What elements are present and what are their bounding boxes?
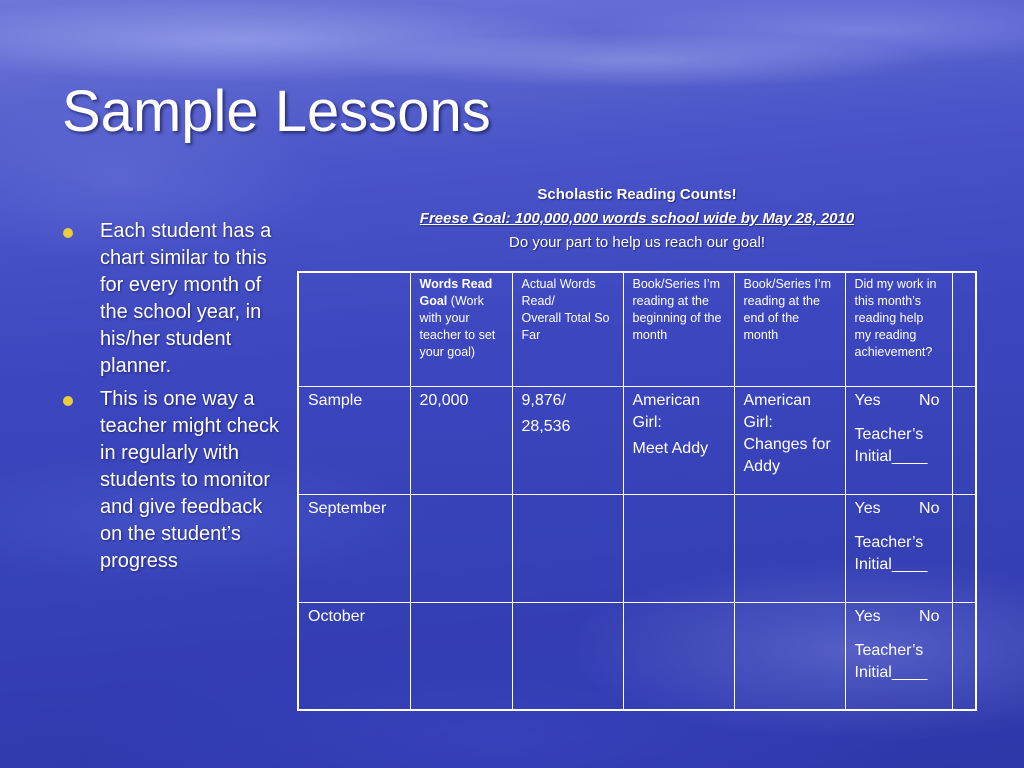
header-cell-goal [410, 272, 512, 386]
bullet-list [60, 218, 280, 581]
header-actual-line2: Overall Total So Far [521, 311, 610, 342]
cell-achievement [845, 386, 952, 494]
cell-book-begin [623, 494, 734, 602]
cell-book-end [734, 602, 845, 710]
cell-book-end [734, 494, 845, 602]
cell-book-begin [623, 602, 734, 710]
cell-actual-line2: 28,536 [521, 417, 571, 435]
cell-extra [952, 602, 976, 710]
bullet-text: Each student has a chart similar to this for every month of the school year, in his/her student planner. [100, 220, 272, 377]
cell-actual [512, 494, 623, 602]
chart-header-goal: Freese Goal: 100,000,000 words school wide by May 28, 2010 [419, 210, 855, 227]
no-option: No [919, 499, 940, 517]
chart-header-subtitle: Do your part to help us reach our goal! [509, 234, 765, 251]
reading-chart-table [297, 271, 977, 711]
cell-book-begin [623, 386, 734, 494]
header-goal-note: (Work with your teacher to set your goal) [419, 294, 496, 359]
cell-achievement [845, 602, 952, 710]
header-cell-label [298, 272, 410, 386]
bullet-dot-icon [63, 396, 73, 406]
teacher-initial: Teacher’s Initial____ [854, 533, 928, 573]
bullet-item [60, 218, 280, 380]
row-label: September [298, 494, 410, 602]
no-option: No [919, 391, 940, 409]
teacher-initial: Teacher’s Initial____ [854, 641, 928, 681]
slide-title: Sample Lessons [62, 79, 491, 144]
no-option: No [919, 607, 940, 625]
cell-extra [952, 494, 976, 602]
chart-header-title: Scholastic Reading Counts! [537, 186, 737, 203]
chart-header [298, 183, 976, 255]
cell-actual [512, 602, 623, 710]
cell-actual [512, 386, 623, 494]
table-header-row [298, 272, 976, 386]
bullet-dot-icon [63, 228, 73, 238]
cell-achievement [845, 494, 952, 602]
header-cell-achievement: Did my work in this month’s reading help my reading achievement? [845, 272, 952, 386]
teacher-initial: Teacher’s Initial____ [854, 425, 928, 465]
yes-option: Yes [854, 391, 881, 409]
cell-book-begin-line2: Meet Addy [632, 439, 709, 457]
bullet-item [60, 386, 280, 575]
header-actual-line1: Actual Words Read/ [521, 277, 596, 308]
cell-extra [952, 386, 976, 494]
yes-option: Yes [854, 607, 881, 625]
header-cell-extra [952, 272, 976, 386]
cell-goal: 20,000 [410, 386, 512, 494]
header-goal-bold: Words Read Goal [419, 277, 493, 308]
yes-option: Yes [854, 499, 881, 517]
table-row [298, 386, 976, 494]
row-label: October [298, 602, 410, 710]
table-row [298, 602, 976, 710]
cell-book-end: American Girl: Changes for Addy [734, 386, 845, 494]
row-label: Sample [298, 386, 410, 494]
header-cell-book-end: Book/Series I’m reading at the end of the month [734, 272, 845, 386]
header-cell-actual [512, 272, 623, 386]
cell-actual-line1: 9,876/ [521, 391, 566, 409]
bullet-text: This is one way a teacher might check in regularly with students to monitor and give feedback on the student’s progress [100, 388, 279, 572]
cell-goal [410, 602, 512, 710]
table-row [298, 494, 976, 602]
cell-book-begin-line1: American Girl: [632, 391, 701, 431]
header-cell-book-begin: Book/Series I’m reading at the beginning of the month [623, 272, 734, 386]
cell-goal [410, 494, 512, 602]
